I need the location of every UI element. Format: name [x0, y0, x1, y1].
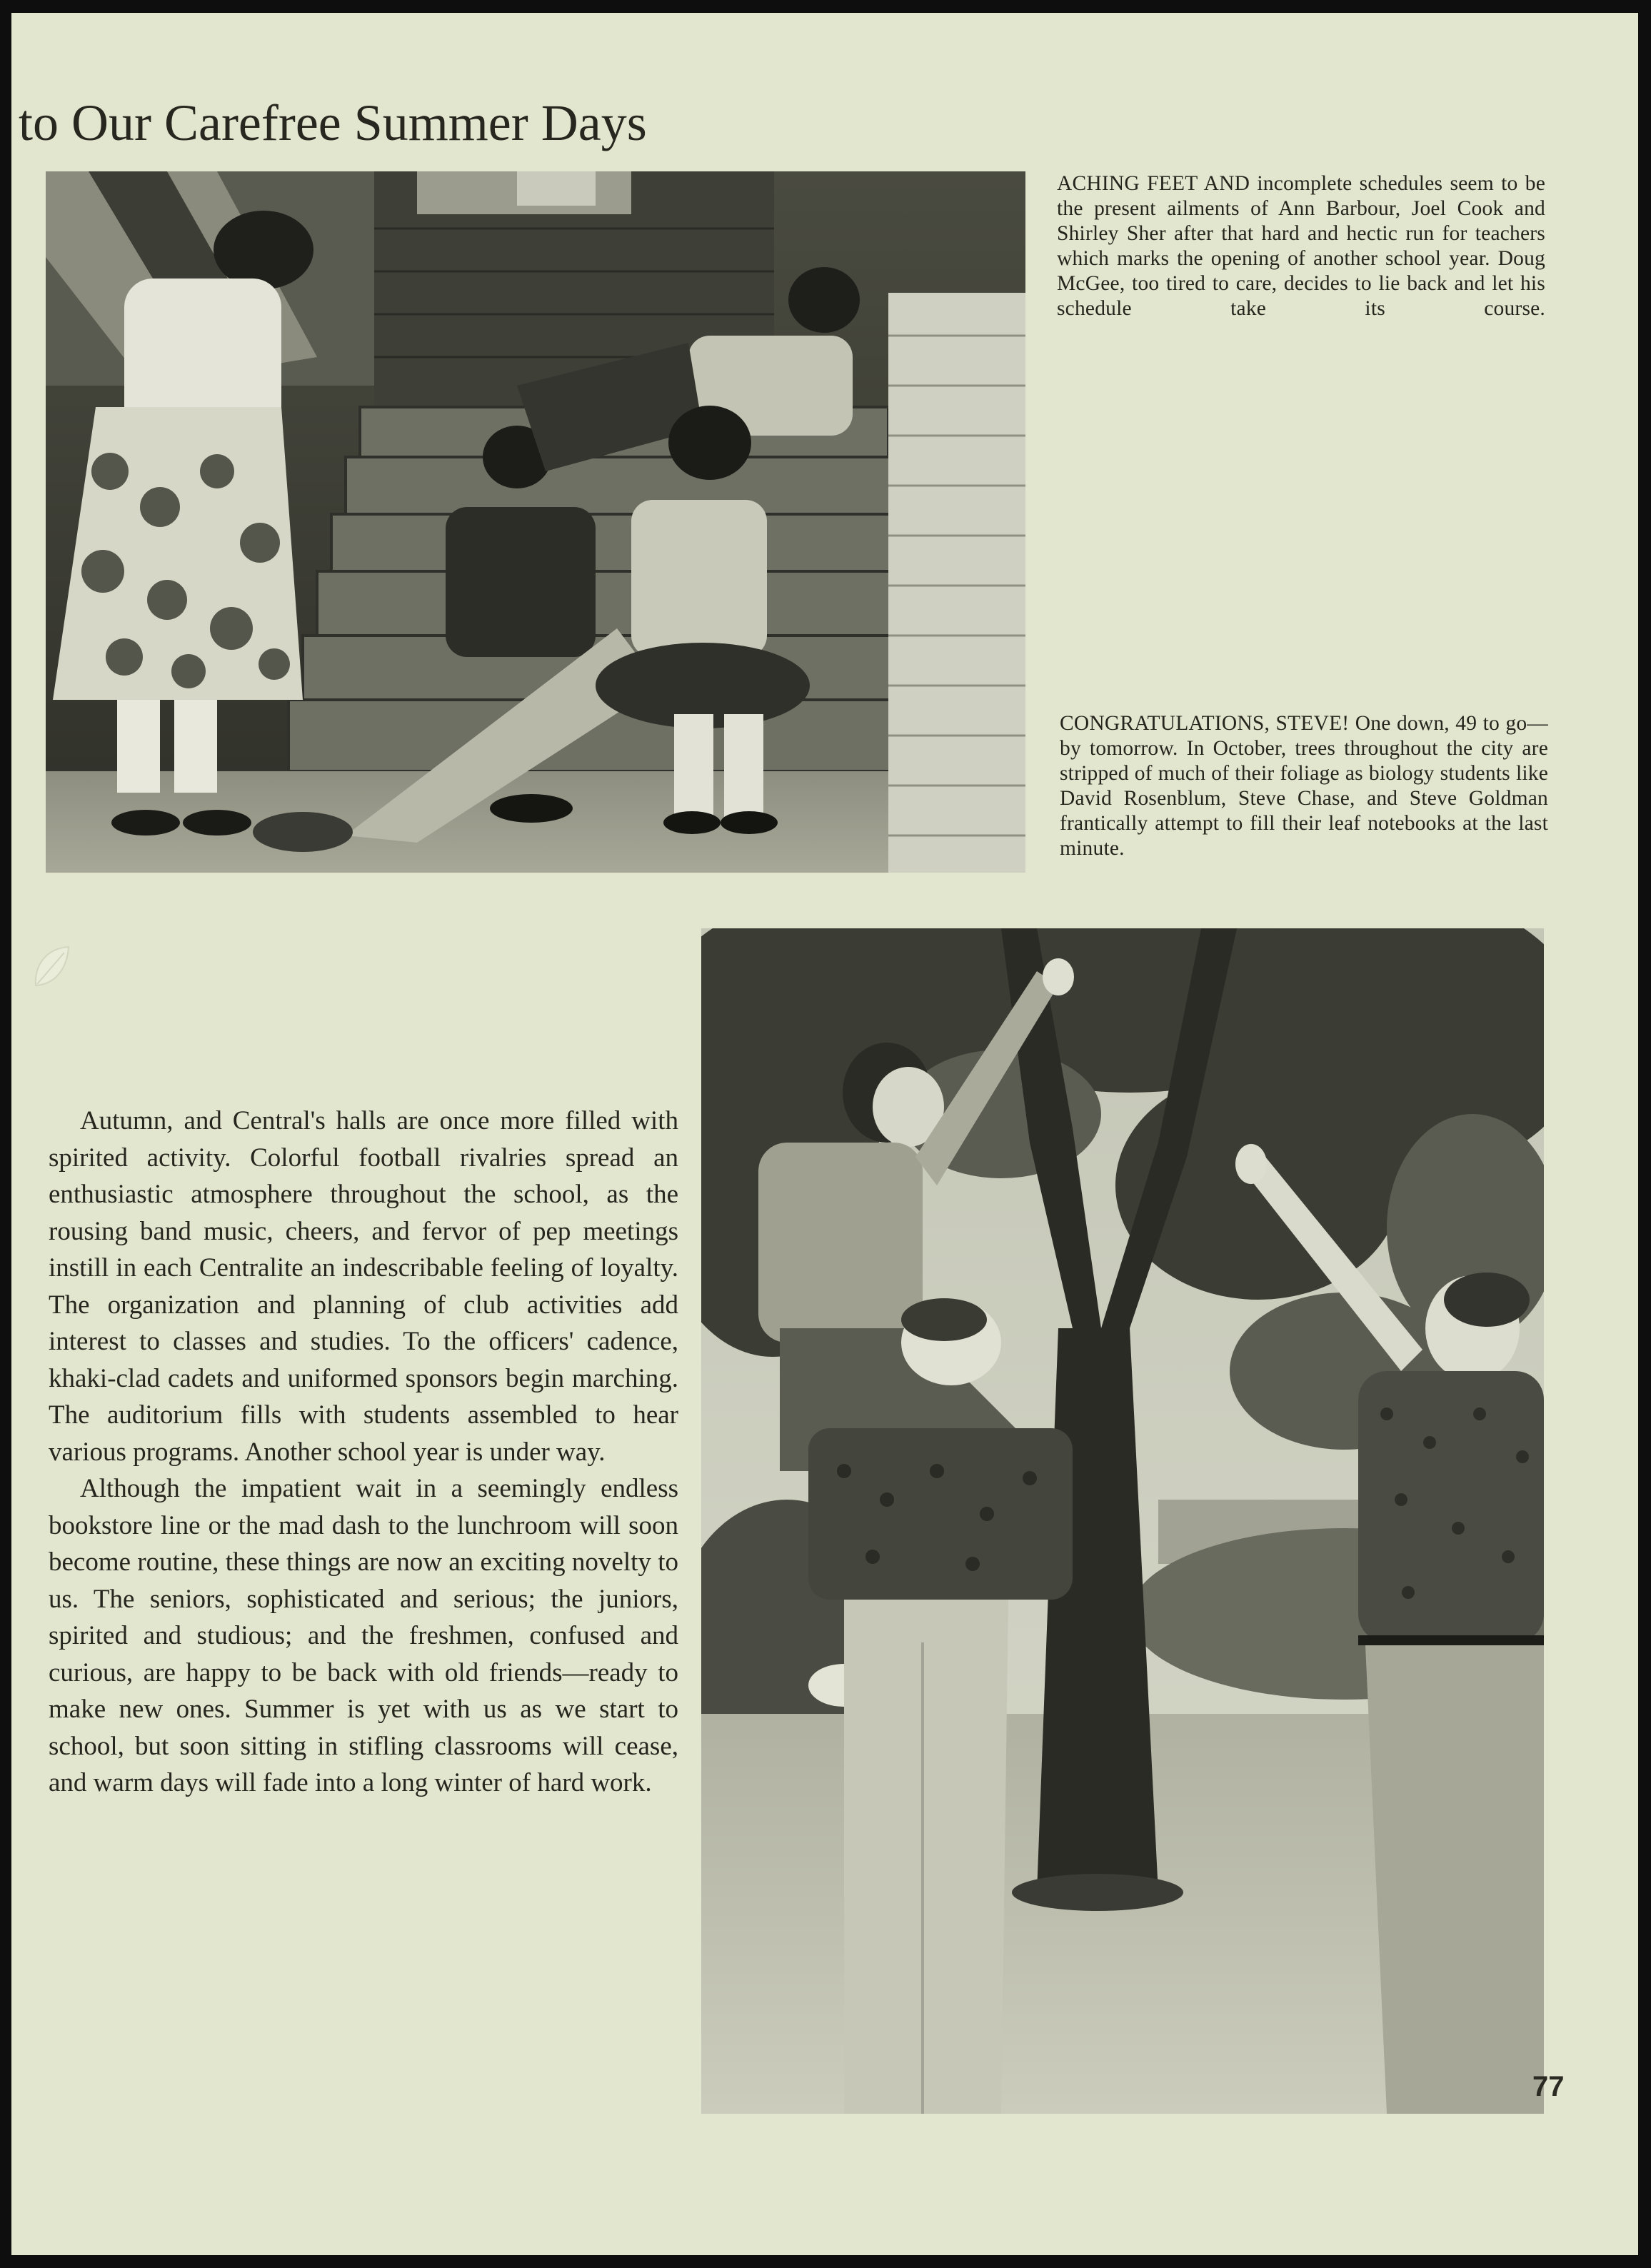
photo-students-on-stairs — [46, 171, 1025, 873]
body-paragraph: Although the impatient wait in a seemingly endless bookstore line or the mad dash to the lunchroom will soon become routine, these things are now an exciting novelty to us. The seniors, sophisticated and serious; the juniors, spirited and studious; and the freshmen, confused and curious, are happy to be back with old friends—ready to make new ones. Summer is yet with us as we start to school, but soon sitting in stifling classrooms will cease, and warm days will fade into a long winter of hard work. — [49, 1474, 678, 1797]
article-body — [49, 1103, 678, 1802]
photo-students-picking-leaves — [701, 928, 1544, 2114]
caption-lead: ACHING FEET AND — [1057, 172, 1250, 195]
stairs-photo-image — [46, 171, 1025, 873]
yearbook-page — [11, 13, 1638, 2255]
leaf-icon — [30, 943, 73, 993]
caption-tree-photo — [1060, 711, 1548, 861]
caption-stairs-photo — [1057, 171, 1545, 321]
body-paragraph: Autumn, and Central's halls are once more filled with spirited activity. Colorful football rivalries spread an enthusiastic atmosphere throughout the school, as the rousing band music, cheers, and fervor of pep meetings instill in each Centralite an indescribable feeling of loyalty. The organization and planning of club activities add interest to classes and studies. To the officers' cadence, khaki-clad cadets and uniformed sponsors begin marching. The auditorium fills with students assembled to hear various programs. Another school year is under way. — [49, 1106, 678, 1467]
caption-text: incomplete schedules seem to be the present ailments of Ann Barbour, Joel Cook and Shirley Sher after that hard and hectic run for teachers which marks the opening of another school year. Doug McGee, too tired to care, decides to lie back and let his schedule take its course. — [1057, 172, 1545, 320]
page-number: 77 — [1532, 2071, 1565, 2102]
caption-text: One down, 49 to go—by tomorrow. In October, trees throughout the city are stripped of much of their foliage as biology students like David Rosenblum, Steve Chase, and Steve Goldman frantically attempt to fill their leaf notebooks at the last minute. — [1060, 712, 1548, 860]
caption-lead: CONGRATULATIONS, STEVE! — [1060, 712, 1350, 735]
page-headline: to Our Carefree Summer Days — [19, 94, 647, 151]
tree-photo-image — [701, 928, 1544, 2114]
